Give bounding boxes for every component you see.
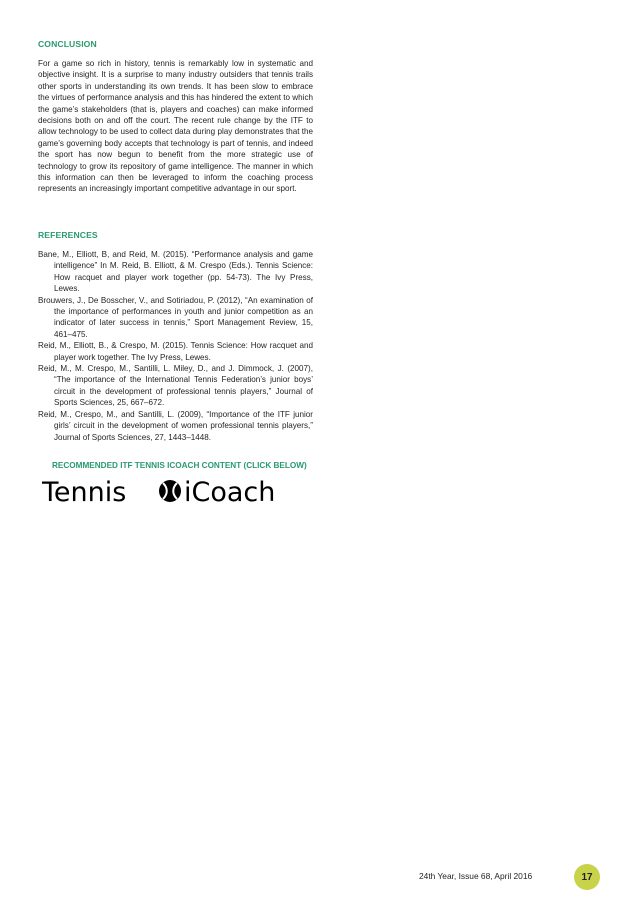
tennis-icoach-logo-link[interactable] [42, 476, 308, 506]
conclusion-heading: CONCLUSION [38, 39, 97, 49]
issue-info: 24th Year, Issue 68, April 2016 [419, 871, 533, 881]
page-number-badge: 17 [574, 864, 600, 890]
reference-item: Reid, M., M. Crespo, M., Santilli, L. Miley, D., and J. Dimmock, J. (2007), “The importance of the International Tennis Federation’s junior boys’ circuit in the development of professional tennis players,” Journal of Sports Sciences, 25, 667–672. [38, 364, 313, 408]
conclusion-body: For a game so rich in history, tennis is remarkably low in systematic and objective insight. It is a surprise to many industry outsiders that tennis trails other sports in understanding its own trends. It has been slow to embrace the virtues of performance analysis and this has hindered the extent to which the game’s stakeholders (that is, players and coaches) can make informed decisions both on and off the court. The recent rule change by the ITF to allow technology to be used to collect data during play demonstrates that the game’s governing body accepts that technology is part of tennis, and indeed the sport has now begun to benefit from the more strategic use of technology to grow its repository of game intelligence. The manner in which this information can then be leveraged to inform the coaching process represents an increasingly important competitive advantage in our sport. [38, 59, 313, 194]
reference-item: Reid, M., Elliott, B., & Crespo, M. (2015). Tennis Science: How racquet and player work together. The Ivy Press, Lewes. [38, 341, 313, 362]
reference-list [38, 249, 313, 443]
reference-item: Reid, M., Crespo, M., and Santilli, L. (2009), “Importance of the ITF junior girls’ circuit in the development of women professional tennis players,” Journal of Sports Sciences, 27, 1443–1448. [38, 409, 313, 442]
tennis-ball-icon [159, 480, 181, 502]
reference-item: Brouwers, J., De Bosscher, V., and Sotiriadou, P. (2012), “An examination of the importance of performances in youth and junior competition as an indicator of later success in tennis,” Sport Management Review, 15, 461–475. [38, 295, 313, 339]
recommended-content-label: RECOMMENDED ITF TENNIS ICOACH CONTENT (CLICK BELOW) [52, 461, 307, 470]
references-heading: REFERENCES [38, 230, 98, 240]
logo-text-tennis: Tennis [42, 477, 127, 506]
tennis-icoach-logo [42, 476, 308, 506]
reference-item: Bane, M., Elliott, B, and Reid, M. (2015). “Performance analysis and game intelligence” In M. Reid, B. Elliott, & M. Crespo (Eds.). Tennis Science: How racquet and player work together (pp. 54-73). The Ivy Press, Lewes. [38, 250, 313, 294]
logo-text-icoach: iCoach [184, 477, 276, 506]
